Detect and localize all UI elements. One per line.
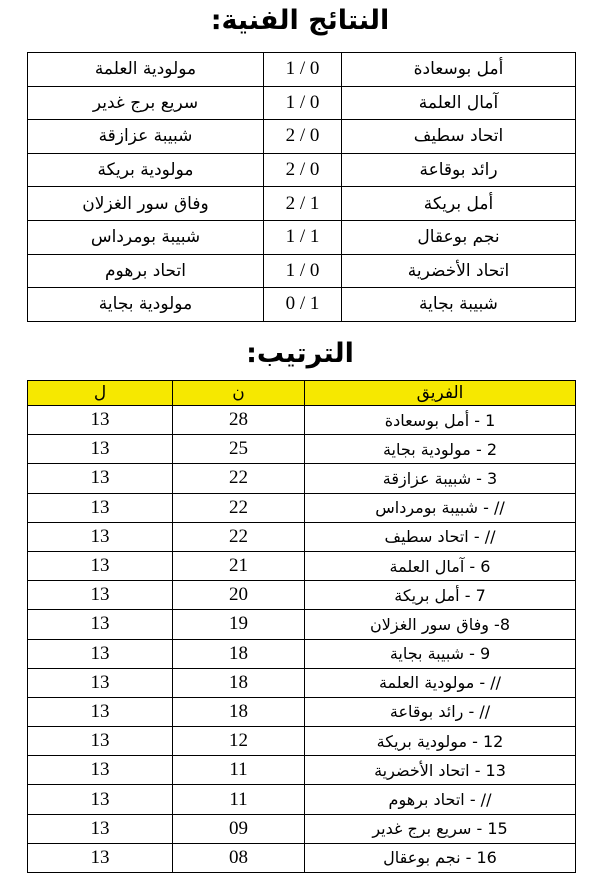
standings-row xyxy=(28,406,576,435)
team-points: 09 xyxy=(173,814,305,843)
team-name: 16 - نجم بوعقال xyxy=(305,843,576,872)
team-name: // - مولودية العلمة xyxy=(305,668,576,697)
team-name: 7 - أمل بريكة xyxy=(305,581,576,610)
team-name: // - شبيبة بومرداس xyxy=(305,493,576,522)
home-team: آمال العلمة xyxy=(342,86,576,120)
standings-row xyxy=(28,522,576,551)
result-row xyxy=(28,288,576,322)
team-points: 18 xyxy=(173,668,305,697)
standings-row xyxy=(28,551,576,580)
standings-row xyxy=(28,493,576,522)
team-points: 19 xyxy=(173,610,305,639)
home-team: اتحاد سطيف xyxy=(342,120,576,154)
home-team: شبيبة بجاية xyxy=(342,288,576,322)
result-row xyxy=(28,86,576,120)
games-played: 13 xyxy=(28,493,173,522)
result-row xyxy=(28,120,576,154)
team-points: 11 xyxy=(173,756,305,785)
away-team: شبيبة بومرداس xyxy=(28,220,264,254)
team-points: 22 xyxy=(173,464,305,493)
results-table xyxy=(27,52,576,322)
team-name: 6 - آمال العلمة xyxy=(305,551,576,580)
home-team: أمل بوسعادة xyxy=(342,53,576,87)
team-points: 28 xyxy=(173,406,305,435)
team-points: 20 xyxy=(173,581,305,610)
games-played: 13 xyxy=(28,785,173,814)
team-points: 11 xyxy=(173,785,305,814)
away-team: وفاق سور الغزلان xyxy=(28,187,264,221)
standings-row xyxy=(28,464,576,493)
points-column-header: ن xyxy=(173,381,305,406)
standings-header-row xyxy=(28,381,576,406)
result-row xyxy=(28,220,576,254)
home-team: اتحاد الأخضرية xyxy=(342,254,576,288)
match-score: 1 / 0 xyxy=(264,86,342,120)
away-team: مولودية بجاية xyxy=(28,288,264,322)
standings-row xyxy=(28,785,576,814)
games-played: 13 xyxy=(28,435,173,464)
standings-title: الترتيب: xyxy=(246,338,354,369)
games-played: 13 xyxy=(28,551,173,580)
team-points: 22 xyxy=(173,493,305,522)
standings-row xyxy=(28,639,576,668)
standings-row xyxy=(28,697,576,726)
team-name: 12 - مولودية بريكة xyxy=(305,727,576,756)
standings-row xyxy=(28,727,576,756)
standings-row xyxy=(28,435,576,464)
result-row xyxy=(28,53,576,87)
team-name: 1 - أمل بوسعادة xyxy=(305,406,576,435)
away-team: مولودية العلمة xyxy=(28,53,264,87)
team-name: 2 - مولودية بجاية xyxy=(305,435,576,464)
games-played: 13 xyxy=(28,522,173,551)
played-column-header: ل xyxy=(28,381,173,406)
result-row xyxy=(28,254,576,288)
standings-row xyxy=(28,756,576,785)
team-points: 08 xyxy=(173,843,305,872)
team-points: 18 xyxy=(173,639,305,668)
team-points: 21 xyxy=(173,551,305,580)
match-score: 2 / 1 xyxy=(264,187,342,221)
result-row xyxy=(28,187,576,221)
games-played: 13 xyxy=(28,610,173,639)
games-played: 13 xyxy=(28,697,173,726)
team-column-header: الفريق xyxy=(305,381,576,406)
match-score: 1 / 0 xyxy=(264,53,342,87)
away-team: سريع برج غدير xyxy=(28,86,264,120)
team-name: // - رائد بوقاعة xyxy=(305,697,576,726)
games-played: 13 xyxy=(28,406,173,435)
team-name: 9 - شبيبة بجاية xyxy=(305,639,576,668)
team-name: 8- وفاق سور الغزلان xyxy=(305,610,576,639)
team-points: 18 xyxy=(173,697,305,726)
away-team: شبيبة عزازقة xyxy=(28,120,264,154)
games-played: 13 xyxy=(28,668,173,697)
match-score: 1 / 1 xyxy=(264,220,342,254)
team-points: 22 xyxy=(173,522,305,551)
match-score: 2 / 0 xyxy=(264,153,342,187)
games-played: 13 xyxy=(28,464,173,493)
games-played: 13 xyxy=(28,756,173,785)
team-name: 13 - اتحاد الأخضرية xyxy=(305,756,576,785)
team-points: 12 xyxy=(173,727,305,756)
results-title: النتائج الفنية: xyxy=(210,5,390,36)
away-team: مولودية بريكة xyxy=(28,153,264,187)
away-team: اتحاد برهوم xyxy=(28,254,264,288)
standings-table xyxy=(27,380,576,873)
standings-row xyxy=(28,843,576,872)
team-name: 15 - سريع برج غدير xyxy=(305,814,576,843)
team-name: // - اتحاد سطيف xyxy=(305,522,576,551)
games-played: 13 xyxy=(28,843,173,872)
games-played: 13 xyxy=(28,727,173,756)
match-score: 1 / 0 xyxy=(264,254,342,288)
home-team: أمل بريكة xyxy=(342,187,576,221)
team-name: // - اتحاد برهوم xyxy=(305,785,576,814)
games-played: 13 xyxy=(28,814,173,843)
team-name: 3 - شبيبة عزازقة xyxy=(305,464,576,493)
games-played: 13 xyxy=(28,639,173,668)
standings-row xyxy=(28,610,576,639)
standings-row xyxy=(28,668,576,697)
team-points: 25 xyxy=(173,435,305,464)
standings-row xyxy=(28,814,576,843)
result-row xyxy=(28,153,576,187)
home-team: رائد بوقاعة xyxy=(342,153,576,187)
standings-row xyxy=(28,581,576,610)
home-team: نجم بوعقال xyxy=(342,220,576,254)
match-score: 2 / 0 xyxy=(264,120,342,154)
games-played: 13 xyxy=(28,581,173,610)
match-score: 0 / 1 xyxy=(264,288,342,322)
